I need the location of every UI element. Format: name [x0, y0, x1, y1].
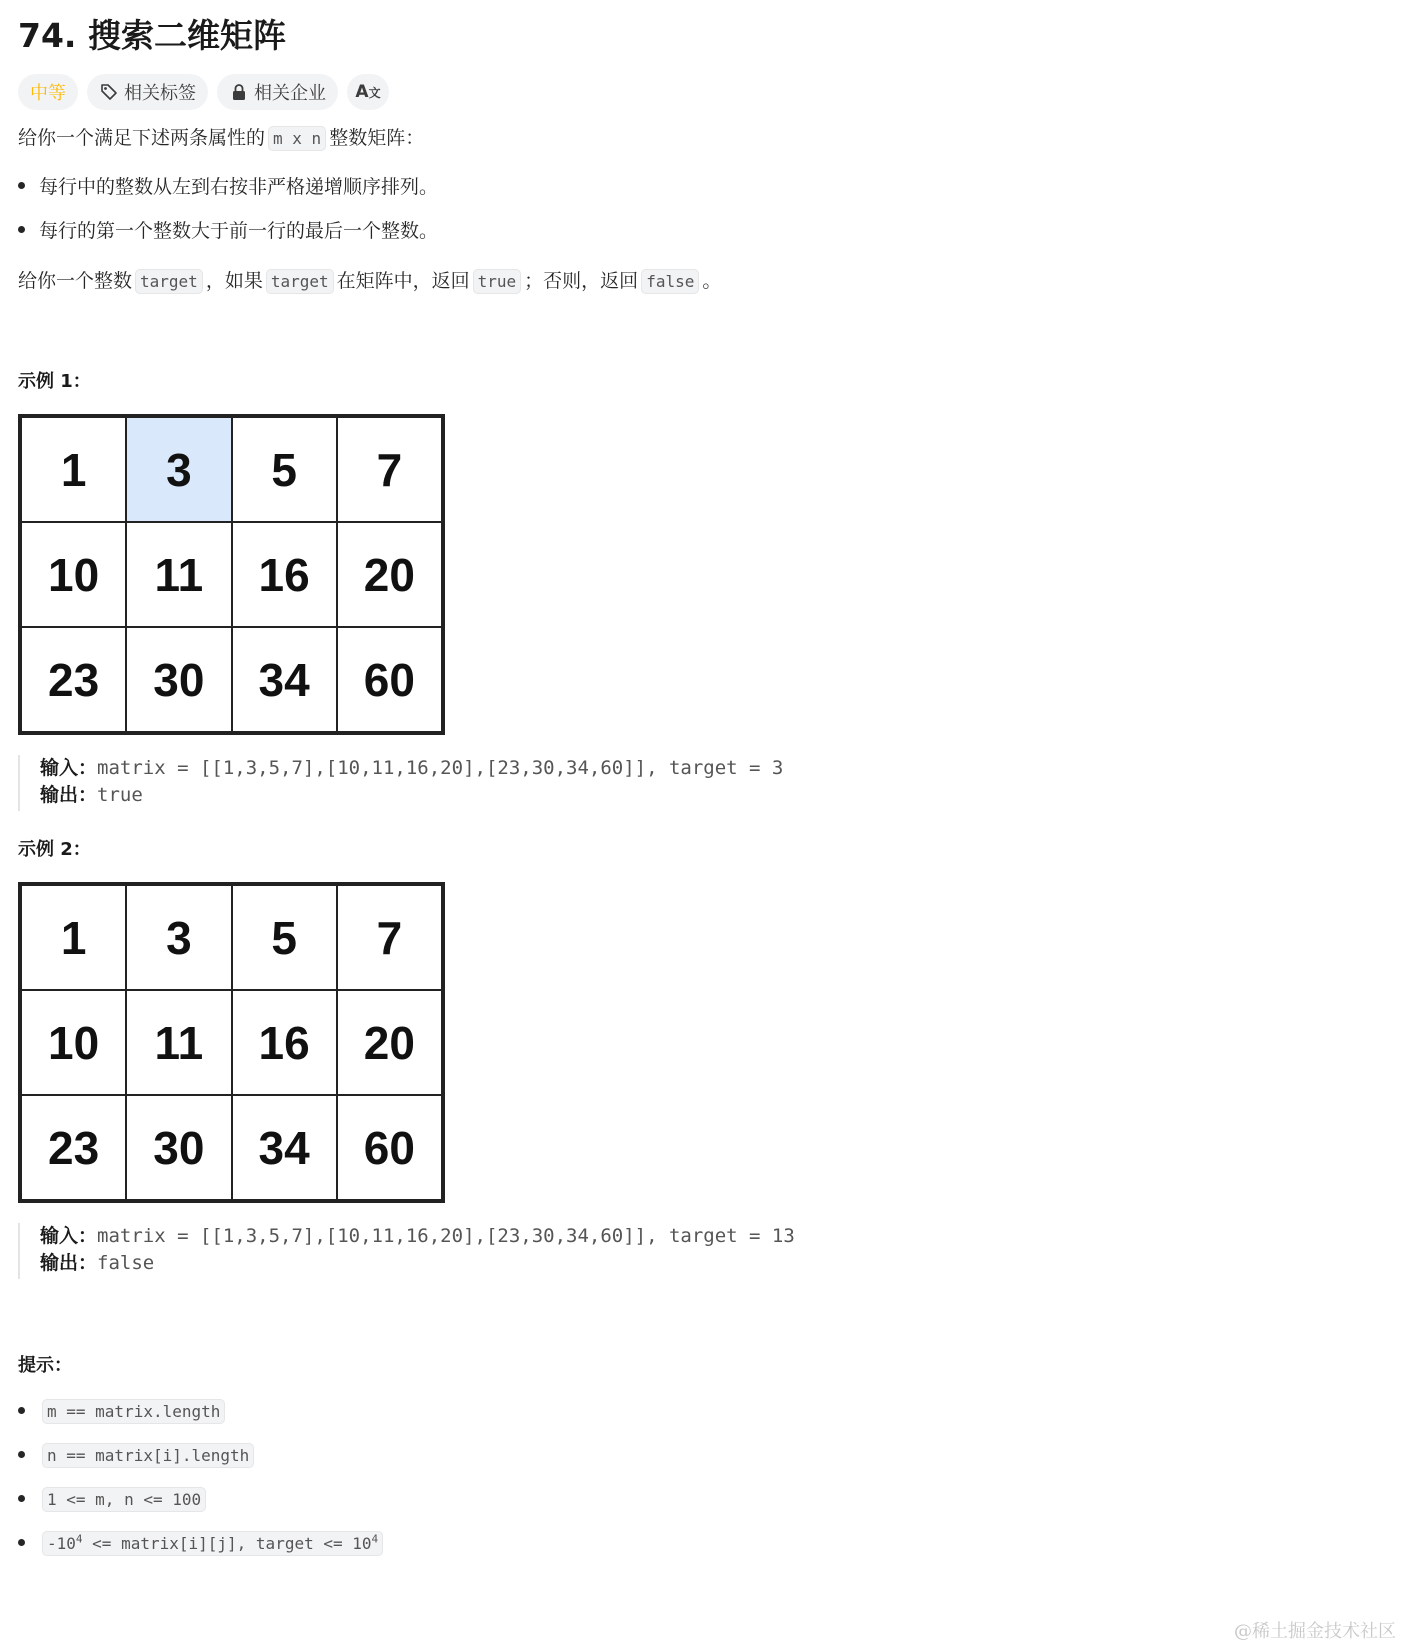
target-paragraph: 给你一个整数 target ，如果 target 在矩阵中，返回 true ；否则，返回 false 。: [18, 270, 722, 292]
example-1-matrix: [18, 414, 445, 735]
hint-item: 1 <= m, n <= 100: [18, 1486, 209, 1514]
matrix-cell: 34: [232, 1095, 337, 1200]
page-title: 74. 搜索二维矩阵: [18, 16, 286, 55]
matrix-cell-highlighted: 3: [126, 417, 231, 522]
related-tags-button[interactable]: [87, 74, 208, 110]
related-tags-label: 相关标签: [124, 83, 196, 104]
matrix-cell: 11: [126, 522, 231, 627]
translate-icon: A文: [355, 82, 381, 102]
matrix-cell: 20: [337, 990, 442, 1095]
matrix-cell: 20: [337, 522, 442, 627]
matrix-cell: 5: [232, 885, 337, 990]
tag-icon: [99, 82, 119, 102]
matrix-cell: 34: [232, 627, 337, 732]
intro-paragraph: 给你一个满足下述两条属性的 m x n 整数矩阵：: [18, 127, 425, 149]
matrix-cell: 16: [232, 990, 337, 1095]
matrix-cell: 30: [126, 1095, 231, 1200]
hints-title: 提示：: [18, 1355, 72, 1376]
lock-icon: [229, 82, 249, 102]
related-companies-label: 相关企业: [254, 83, 326, 104]
hint-item: m == matrix.length: [18, 1398, 228, 1426]
matrix-cell: 1: [21, 417, 126, 522]
matrix-cell: 11: [126, 990, 231, 1095]
matrix-cell: 7: [337, 885, 442, 990]
inline-code: m x n: [268, 126, 326, 151]
example-1-io: 输入：matrix = [[1,3,5,7],[10,11,16,20],[23,30,34,60]], target = 3 输出：true: [18, 755, 783, 811]
example-2-title: 示例 2：: [18, 839, 91, 860]
matrix-cell: 23: [21, 1095, 126, 1200]
matrix-cell: 16: [232, 522, 337, 627]
hint-item: $-10^4$ <= matrix[i][j], target <= $10^4$: [18, 1530, 386, 1558]
property-bullet: 每行的第一个整数大于前一行的最后一个整数。: [18, 216, 438, 246]
related-companies-button[interactable]: [217, 74, 338, 110]
input-value: matrix = [[1,3,5,7],[10,11,16,20],[23,30,34,60]], target = 13: [97, 1225, 795, 1247]
matrix-cell: 10: [21, 990, 126, 1095]
matrix-cell: 60: [337, 627, 442, 732]
example-1-title: 示例 1：: [18, 371, 91, 392]
matrix-cell: 5: [232, 417, 337, 522]
tag-bar: [18, 74, 389, 110]
matrix-cell: 23: [21, 627, 126, 732]
example-2-io: 输入：matrix = [[1,3,5,7],[10,11,16,20],[23,30,34,60]], target = 13 输出：false: [18, 1223, 795, 1279]
difficulty-badge[interactable]: 中等: [18, 74, 78, 110]
output-value: false: [97, 1252, 155, 1274]
output-value: true: [97, 784, 143, 806]
input-value: matrix = [[1,3,5,7],[10,11,16,20],[23,30,34,60]], target = 3: [97, 757, 784, 779]
watermark: @稀土掘金技术社区: [1234, 1621, 1396, 1642]
matrix-cell: 1: [21, 885, 126, 990]
translate-button[interactable]: [347, 74, 389, 110]
property-bullet: 每行中的整数从左到右按非严格递增顺序排列。: [18, 172, 438, 202]
matrix-cell: 7: [337, 417, 442, 522]
matrix-cell: 3: [126, 885, 231, 990]
matrix-cell: 30: [126, 627, 231, 732]
matrix-cell: 60: [337, 1095, 442, 1200]
example-2-matrix: [18, 882, 445, 1203]
hint-item: n == matrix[i].length: [18, 1442, 257, 1470]
matrix-cell: 10: [21, 522, 126, 627]
